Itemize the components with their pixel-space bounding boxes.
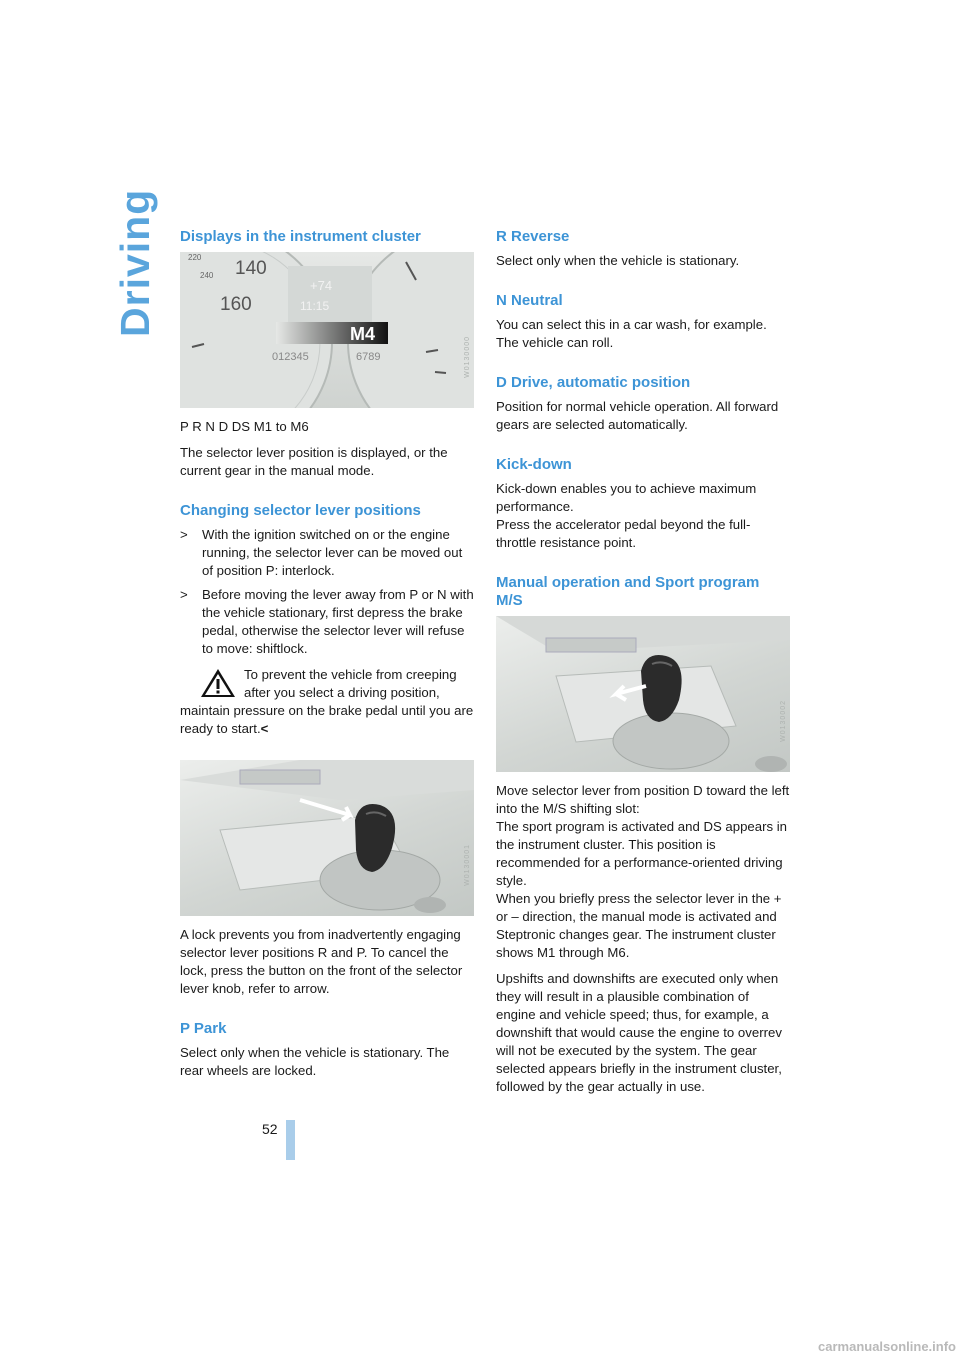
warning-end-mark: <	[260, 721, 269, 736]
page-number-bar	[286, 1120, 295, 1160]
neutral-text: You can select this in a car wash, for example. The vehicle can roll.	[496, 317, 767, 350]
instrument-cluster-illustration	[180, 252, 474, 408]
kickdown-text-2: Press the accelerator pedal beyond the full-throttle resistance point.	[496, 517, 751, 550]
heading-displays: Displays in the instrument cluster	[180, 228, 421, 245]
warning-text: To prevent the vehicle from creeping after you select a driving position, maintain pressure on the brake pedal until you are ready to start.	[180, 667, 474, 736]
footer-watermark: carmanualsonline.info	[818, 1339, 956, 1354]
heading-reverse: R Reverse	[496, 228, 570, 245]
photo-watermark: W0130000	[464, 336, 471, 378]
heading-changing: Changing selector lever positions	[180, 502, 421, 519]
cluster-speed-140: 140	[235, 258, 267, 279]
right-column	[496, 228, 790, 1104]
cluster-speed-240: 240	[200, 271, 214, 280]
page-number: 52	[262, 1121, 278, 1137]
list-item: > Before moving the lever away from P or N with the vehicle stationary, first depress the brake pedal, otherwise the selector lever will refuse to move: shiftlock.	[180, 587, 474, 656]
photo-watermark: W0130001	[464, 844, 471, 886]
changing-list	[180, 526, 474, 658]
selector-lever-illustration-2	[496, 616, 790, 772]
photo-watermark: W0130002	[780, 700, 787, 742]
list-item: > With the ignition switched on or the engine running, the selector lever can be moved out of position P: interlock.	[180, 527, 463, 578]
cluster-speed-220: 220	[188, 253, 202, 262]
upshift-text: Upshifts and downshifts are executed only when they will result in a plausible combination of engine and vehicle speed; thus, for example, a downshift that would cause the engine to overrev will not be executed by the system. The gear selected appears briefly in the instrument cluster, followed by the gear actually in use.	[496, 971, 782, 1094]
heading-drive: D Drive, automatic position	[496, 374, 691, 391]
drive-text: Position for normal vehicle operation. All forward gears are selected automatically.	[496, 399, 779, 432]
bullet-mark: >	[180, 587, 188, 602]
cluster-speed-160: 160	[220, 294, 252, 315]
heading-neutral: N Neutral	[496, 292, 563, 309]
lock-text: A lock prevents you from inadvertently engaging selector lever positions R and P. To cancel the lock, press the button on the front of the selector lever knob, refer to arrow.	[180, 927, 463, 996]
selector-lever-photo-2	[496, 616, 790, 772]
move-text: Move selector lever from position D toward the left into the M/S shifting slot:	[496, 783, 790, 816]
cluster-odometer: 012345	[272, 351, 309, 363]
warning-triangle-icon	[200, 668, 236, 698]
heading-manual: Manual operation and Sport program M/S	[496, 574, 760, 609]
heading-kickdown: Kick-down	[496, 456, 572, 473]
heading-park: P Park	[180, 1020, 227, 1037]
brief-text: When you briefly press the selector lever in the + or – direction, the manual mode is activated and Steptronic changes gear. The instrument cluster shows M1 through M6.	[496, 891, 782, 960]
bullet-mark: >	[180, 527, 188, 542]
cluster-gear: M4	[350, 324, 376, 344]
arrow-icon	[300, 800, 350, 820]
instrument-cluster-photo	[180, 252, 474, 408]
positions-text: P R N D DS M1 to M6	[180, 419, 309, 434]
cluster-trip: 6789	[356, 351, 381, 363]
section-side-title: Driving	[112, 188, 158, 337]
warning-note	[180, 666, 474, 738]
left-column	[180, 228, 474, 1088]
selector-lever-photo-1	[180, 760, 474, 916]
selector-lever-illustration-1	[180, 760, 474, 916]
reverse-text: Select only when the vehicle is stationary.	[496, 253, 740, 268]
cluster-temperature: +74	[310, 278, 333, 293]
kickdown-text-1: Kick-down enables you to achieve maximum performance.	[496, 481, 757, 514]
park-text: Select only when the vehicle is stationary. The rear wheels are locked.	[180, 1045, 450, 1078]
sport-text: The sport program is activated and DS appears in the instrument cluster. This position is recommended for a performance-oriented driving style.	[496, 819, 788, 888]
cluster-time: 11:15	[300, 299, 330, 313]
displayed-text: The selector lever position is displayed, or the current gear in the manual mode.	[180, 445, 448, 478]
